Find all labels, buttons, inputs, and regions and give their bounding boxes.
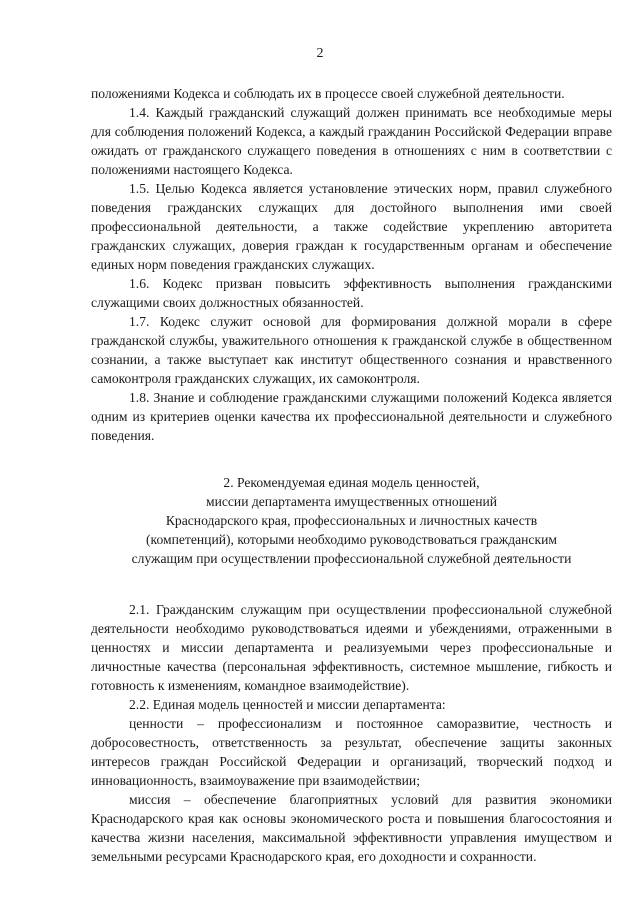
paragraph-1-7: 1.7. Кодекс служит основой для формирования должной морали в сфере гражданской службы, уважительного отношения к гражданской службе в общественном сознании, а также выступает как институт общественного сознания и нравственного самоконтроля гражданских служащих, их самоконтроля. xyxy=(91,314,612,386)
paragraph-1-5: 1.5. Целью Кодекса является установление этических норм, правил служебного поведения гражданских служащих для достойного выполнения ими своей профессиональной деятельности, а также содействие укреплению авторитета гражданских служащих, доверия граждан к государственным органам и обеспечение единых норм поведения гражданских служащих. xyxy=(91,181,612,272)
paragraph-2-2: 2.2. Единая модель ценностей и миссии департамента: xyxy=(129,697,446,712)
document-body xyxy=(91,84,612,866)
section-heading-line: Краснодарского края, профессиональных и личностных качеств xyxy=(165,513,538,528)
section-heading-line: (компетенций), которыми необходимо руководствоваться гражданским xyxy=(146,532,557,547)
paragraph-values: ценности – профессионализм и постоянное саморазвитие, честность и добросовестность, ответственность за результат, обеспечение защиты законных интересов граждан Российской Федерации и организаций, творческий подход и инновационность, взаимоуважение при взаимодействии; xyxy=(91,716,612,788)
section-heading-line: служащим при осуществлении профессиональной служебной деятельности xyxy=(131,551,572,566)
paragraph-1-4: 1.4. Каждый гражданский служащий должен принимать все необходимые меры для соблюдения положений Кодекса, а каждый гражданин Российской Федерации вправе ожидать от гражданского служащего поведения в отношениях с ним в соответствии с положениями настоящего Кодекса. xyxy=(91,105,612,177)
paragraph-2-1: 2.1. Гражданским служащим при осуществлении профессиональной служебной деятельности необходимо руководствоваться идеями и убеждениями, отраженными в ценностях и миссии департамента и реализуемыми через профессиональные и личностные качества (персональная эффективность, системное мышление, гибкость и готовность к изменениям, командное взаимодействие). xyxy=(91,602,612,693)
paragraph-1-6: 1.6. Кодекс призван повысить эффективность выполнения гражданскими служащими своих должностных обязанностей. xyxy=(91,276,612,310)
section-heading-line: миссии департамента имущественных отношений xyxy=(205,494,498,509)
page-number: 2 xyxy=(316,46,324,61)
paragraph-1-8: 1.8. Знание и соблюдение гражданскими служащими положений Кодекса является одним из критериев оценки качества их профессиональной деятельности и служебного поведения. xyxy=(91,390,612,443)
paragraph-mission: миссия – обеспечение благоприятных условий для развития экономики Краснодарского края как основы экономического роста и повышения благосостояния и качества жизни населения, максимальной эффективности управления имуществом и земельными ресурсами Краснодарского края, его доходности и сохранности. xyxy=(91,792,612,864)
paragraph-continuation: положениями Кодекса и соблюдать их в процессе своей служебной деятельности. xyxy=(91,86,565,101)
section-heading-line: 2. Рекомендуемая единая модель ценностей, xyxy=(223,475,480,490)
section-heading xyxy=(91,473,612,568)
